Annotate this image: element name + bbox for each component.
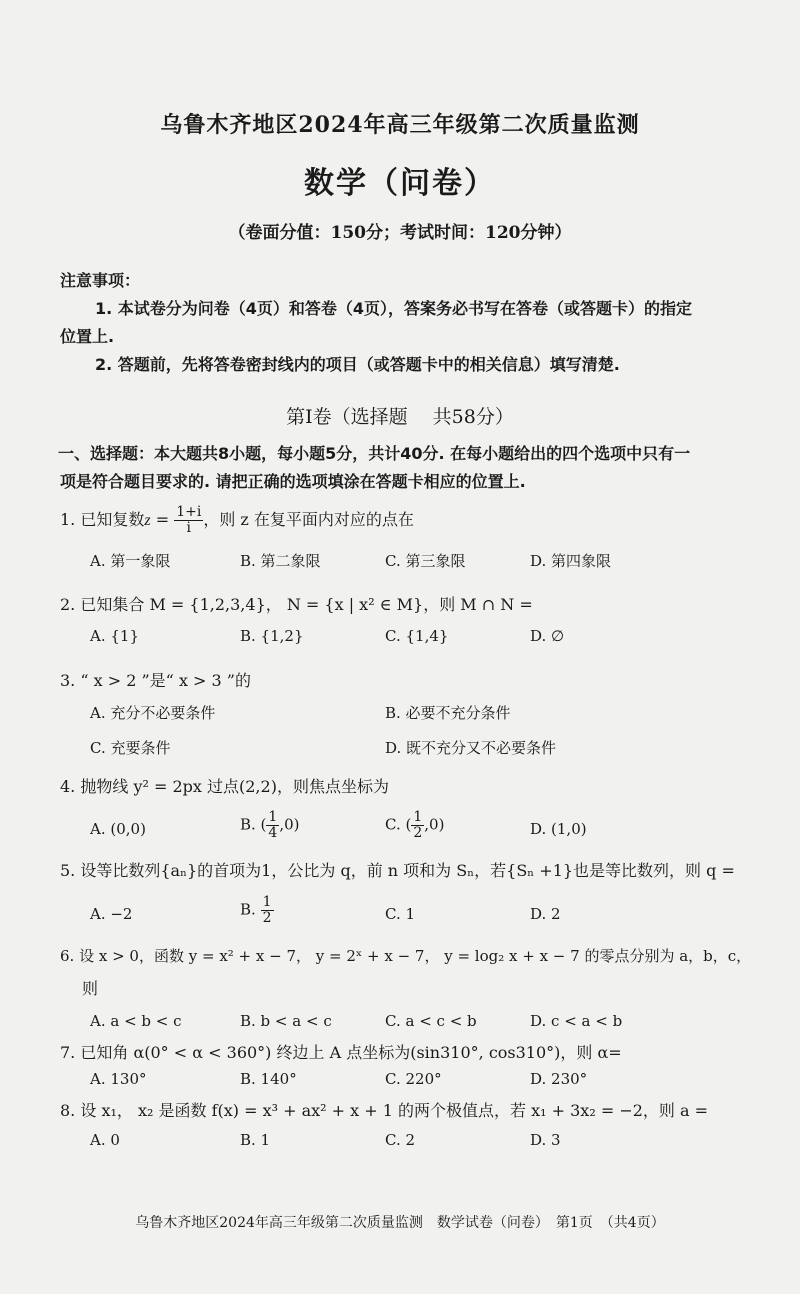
q8-option-b: B. 1 (240, 1131, 271, 1149)
q5-option-c: C. 1 (385, 905, 416, 923)
notes-item1-line2: 位置上. (60, 327, 115, 346)
q2-option-d: D. ∅ (530, 627, 565, 645)
question-3: 3. “ x > 2 ”是“ x > 3 ”的 (60, 671, 251, 690)
q3-option-a: A. 充分不必要条件 (90, 704, 216, 722)
question-2: 2. 已知集合 M = {1,2,3,4}， N = {x | x² ∈ M}，则 M ∩ N = (60, 595, 533, 614)
question-5: 5. 设等比数列{aₙ}的首项为1，公比为 q，前 n 项和为 Sₙ，若{Sₙ +1}也是等比数列，则 q = (60, 861, 735, 880)
question-1: 1. 已知复数z = $\frac{1+i}{i}$ ，则 z 在复平面内对应的点在 (60, 504, 414, 536)
section-instructions-line2: 项是符合题目要求的. 请把正确的选项填涂在答题卡相应的位置上. (60, 472, 526, 491)
q2-option-c: C. {1,4} (385, 627, 449, 645)
q7-option-a: A. 130° (90, 1070, 147, 1088)
section-instructions-line1: 一、选择题：本大题共8小题，每小题5分，共计40分. 在每小题给出的四个选项中只有一 (58, 444, 691, 463)
exam-title: 乌鲁木齐地区2024年高三年级第二次质量监测 (160, 112, 640, 138)
q4-option-a: A. (0,0) (90, 820, 146, 838)
question-8: 8. 设 x₁， x₂ 是函数 f(x) = x³ + ax² + x + 1 的两个极值点，若 x₁ + 3x₂ = −2，则 a = (60, 1101, 709, 1120)
q3-option-d: D. 既不充分又不必要条件 (385, 739, 557, 757)
score-time: （卷面分值：150分；考试时间：120分钟） (228, 223, 572, 243)
q7-option-b: B. 140° (240, 1070, 297, 1088)
q8-option-c: C. 2 (385, 1131, 416, 1149)
q6-option-d: D. c < a < b (530, 1012, 623, 1030)
q6-option-c: C. a < c < b (385, 1012, 477, 1030)
q8-option-a: A. 0 (90, 1131, 120, 1149)
q8-option-d: D. 3 (530, 1131, 561, 1149)
q6-option-b: B. b < a < c (240, 1012, 332, 1030)
question-6: 6. 设 x > 0，函数 y = x² + x − 7， y = 2ˣ + x − 7， y = log₂ x + x − 7 的零点分别为 a，b，c， (60, 947, 752, 965)
q2-option-b: B. {1,2} (240, 627, 304, 645)
q5-option-b: B. $\frac{1}{2}$ (240, 894, 272, 926)
q4-option-b: B. ( $\frac{1}{4}$ ,0) (240, 809, 300, 841)
q4-option-c: C. ( $\frac{1}{2}$ ,0) (385, 809, 445, 841)
q5-option-a: A. −2 (90, 905, 133, 923)
q5-option-d: D. 2 (530, 905, 561, 923)
section-title: 第I卷（选择题 共58分） (286, 406, 514, 428)
q4-option-d: D. (1,0) (530, 820, 587, 838)
q1-fraction: $\frac{1+i}{i}$ (176, 504, 202, 536)
q7-option-d: D. 230° (530, 1070, 588, 1088)
page-footer: 乌鲁木齐地区2024年高三年级第二次质量监测 数学试卷（问卷） 第1页 （共4页） (135, 1215, 665, 1231)
question-4: 4. 抛物线 y² = 2px 过点(2,2)，则焦点坐标为 (60, 777, 389, 796)
q1-option-a: A. 第一象限 (90, 552, 171, 570)
notes-item1-line1: 1. 本试卷分为问卷（4页）和答卷（4页），答案务必书写在答卷（或答题卡）的指定 (95, 299, 693, 318)
q3-option-b: B. 必要不充分条件 (385, 704, 511, 722)
subject-title: 数学（问卷） (304, 166, 496, 201)
q7-option-c: C. 220° (385, 1070, 442, 1088)
question-7: 7. 已知角 α(0° < α < 360°) 终边上 A 点坐标为(sin310°, cos310°)，则 α= (60, 1043, 622, 1062)
notes-item2: 2. 答题前，先将答卷密封线内的项目（或答题卡中的相关信息）填写清楚. (95, 355, 620, 374)
q1-option-c: C. 第三象限 (385, 552, 466, 570)
q3-option-c: C. 充要条件 (90, 739, 171, 757)
q1-option-b: B. 第二象限 (240, 552, 321, 570)
notes-heading: 注意事项： (60, 271, 141, 290)
question-6-cont: 则 (82, 979, 99, 998)
q1-option-d: D. 第四象限 (530, 552, 612, 570)
q2-option-a: A. {1} (90, 627, 139, 645)
q6-option-a: A. a < b < c (90, 1012, 182, 1030)
